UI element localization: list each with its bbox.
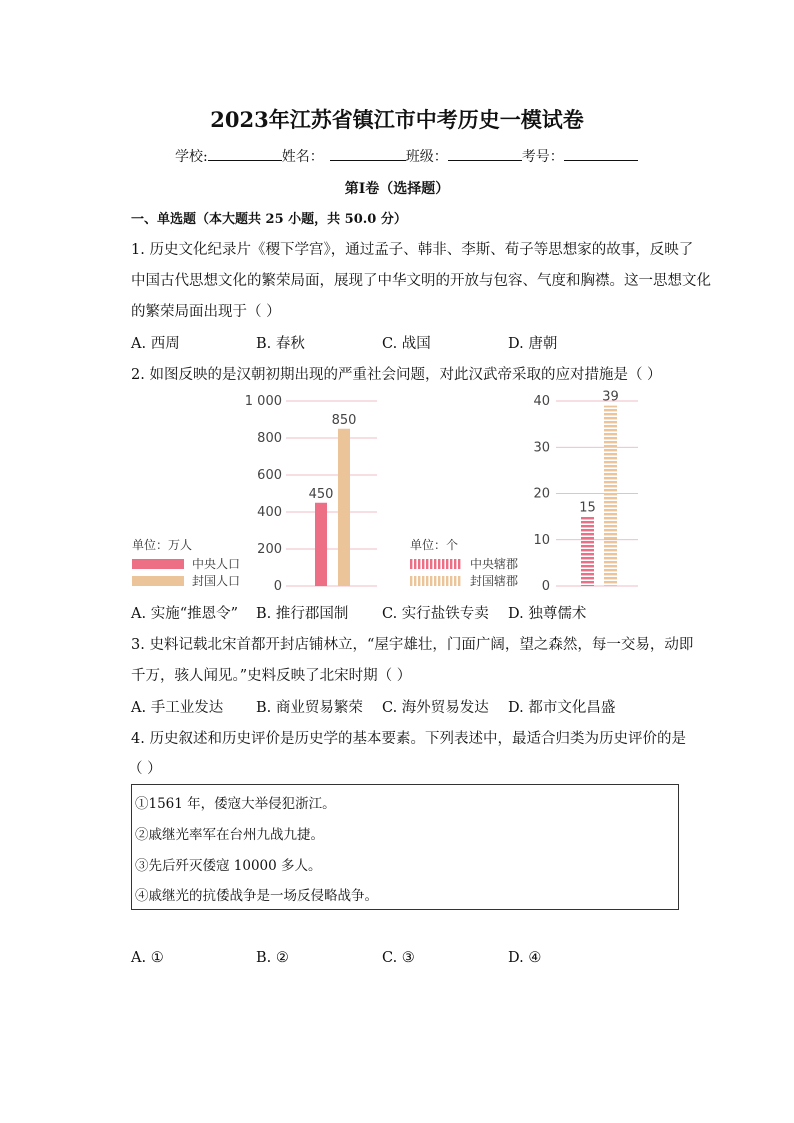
y-tick-label: 800 [257, 431, 282, 446]
legend-swatch [410, 559, 462, 569]
q4-line-2: （ ） [128, 761, 162, 777]
q1-option-c[interactable]: C. 战国 [382, 336, 431, 352]
q2-option-c[interactable]: C. 实行盐铁专卖 [382, 606, 489, 622]
q3-option-d[interactable]: D. 都市文化昌盛 [508, 700, 616, 716]
q3-option-c[interactable]: C. 海外贸易发达 [382, 700, 489, 716]
q2-option-a[interactable]: A. 实施“推恩令” [131, 606, 239, 622]
exam-title: 2023年江苏省镇江市中考历史一模试卷 [210, 107, 584, 132]
y-tick-label: 600 [257, 468, 282, 483]
y-tick-label: 40 [533, 394, 550, 409]
bar-中央人口 [315, 503, 327, 586]
q3-option-b[interactable]: B. 商业贸易繁荣 [256, 700, 363, 716]
name-blank[interactable] [330, 146, 406, 161]
q4-option-c[interactable]: C. ③ [382, 950, 415, 966]
q1-line-3: 的繁荣局面出现于（ ） [131, 304, 281, 320]
legend-label: 中央辖郡 [470, 557, 519, 571]
y-tick-label: 20 [533, 486, 550, 502]
q4-statement-1: ①1561 年，倭寇大举侵犯浙江。 [135, 796, 336, 812]
commandery-chart [410, 390, 638, 594]
q1-line-2: 中国古代思想文化的繁荣局面，展现了中华文明的开放与包容、气度和胸襟。这一思想文化 [131, 273, 711, 289]
y-tick-label: 400 [257, 505, 282, 520]
name-label: 姓名： [281, 149, 324, 165]
school-blank[interactable] [208, 146, 282, 161]
q1-line-1: 1. 历史文化纪录片《稷下学宫》，通过孟子、韩非、李斯、荀子等思想家的故事，反映了 [131, 242, 694, 258]
class-blank[interactable] [448, 146, 522, 161]
population-chart [132, 394, 377, 594]
q2-charts [126, 385, 656, 595]
student-info-line [175, 146, 638, 166]
y-tick-label: 200 [257, 542, 282, 557]
legend-label: 封国人口 [192, 574, 241, 588]
q1-option-d[interactable]: D. 唐朝 [508, 336, 558, 352]
q3-line-1: 3. 史料记载北宋首都开封店铺林立，“屋宇雄壮，门面广阔，望之森然，每一交易，动即 [131, 637, 694, 653]
legend-label: 中央人口 [192, 557, 241, 571]
q4-statement-3: ③先后歼灭倭寇 10000 多人。 [135, 858, 322, 874]
q2-option-b[interactable]: B. 推行郡国制 [256, 606, 349, 622]
q4-option-d[interactable]: D. ④ [508, 950, 542, 966]
section-title: 第Ⅰ卷（选择题） [344, 181, 450, 197]
q4-line-1: 4. 历史叙述和历史评价是历史学的基本要素。下列表述中，最适合归类为历史评价的是 [131, 731, 686, 747]
y-tick-label: 0 [273, 579, 282, 594]
school-label: 学校: [175, 149, 208, 165]
q2-option-d[interactable]: D. 独尊儒术 [508, 606, 587, 622]
legend-swatch [132, 576, 184, 586]
y-tick-label: 0 [541, 579, 550, 594]
data-label: 39 [602, 389, 619, 405]
q4-statement-4: ④戚继光的抗倭战争是一场反侵略战争。 [135, 888, 378, 904]
q4-option-b[interactable]: B. ② [256, 950, 289, 966]
legend-swatch [410, 576, 462, 586]
data-label: 850 [331, 412, 357, 428]
q4-option-a[interactable]: A. ① [131, 950, 164, 966]
class-label: 班级： [405, 149, 448, 165]
data-label: 450 [308, 486, 334, 502]
y-tick-label: 10 [533, 532, 550, 548]
bar-封国人口 [338, 429, 350, 586]
legend-label: 封国辖郡 [470, 574, 519, 588]
bar-中央辖郡 [581, 517, 594, 586]
y-tick-label: 30 [533, 440, 550, 456]
part-title: 一、单选题（本大题共 25 小题，共 50.0 分） [131, 212, 407, 227]
q1-option-b[interactable]: B. 春秋 [256, 336, 305, 352]
q4-statements-box [131, 784, 679, 910]
q3-line-2: 千万，骇人闻见。”史料反映了北宋时期（ ） [131, 668, 412, 684]
y-tick-label: 1 000 [244, 394, 282, 409]
data-label: 15 [579, 500, 596, 516]
q1-option-a[interactable]: A. 西周 [131, 336, 180, 352]
q4-statement-2: ②戚继光率军在台州九战九捷。 [135, 827, 324, 843]
unit-label: 单位：万人 [132, 538, 193, 552]
q3-option-a[interactable]: A. 手工业发达 [131, 700, 224, 716]
bar-封国辖郡 [604, 406, 617, 586]
unit-label: 单位：个 [410, 538, 459, 552]
id-label: 考号： [521, 149, 564, 165]
legend-swatch [132, 559, 184, 569]
id-blank[interactable] [564, 146, 638, 161]
q2-stem: 2. 如图反映的是汉朝初期出现的严重社会问题，对此汉武帝采取的应对措施是（ ） [131, 367, 662, 383]
